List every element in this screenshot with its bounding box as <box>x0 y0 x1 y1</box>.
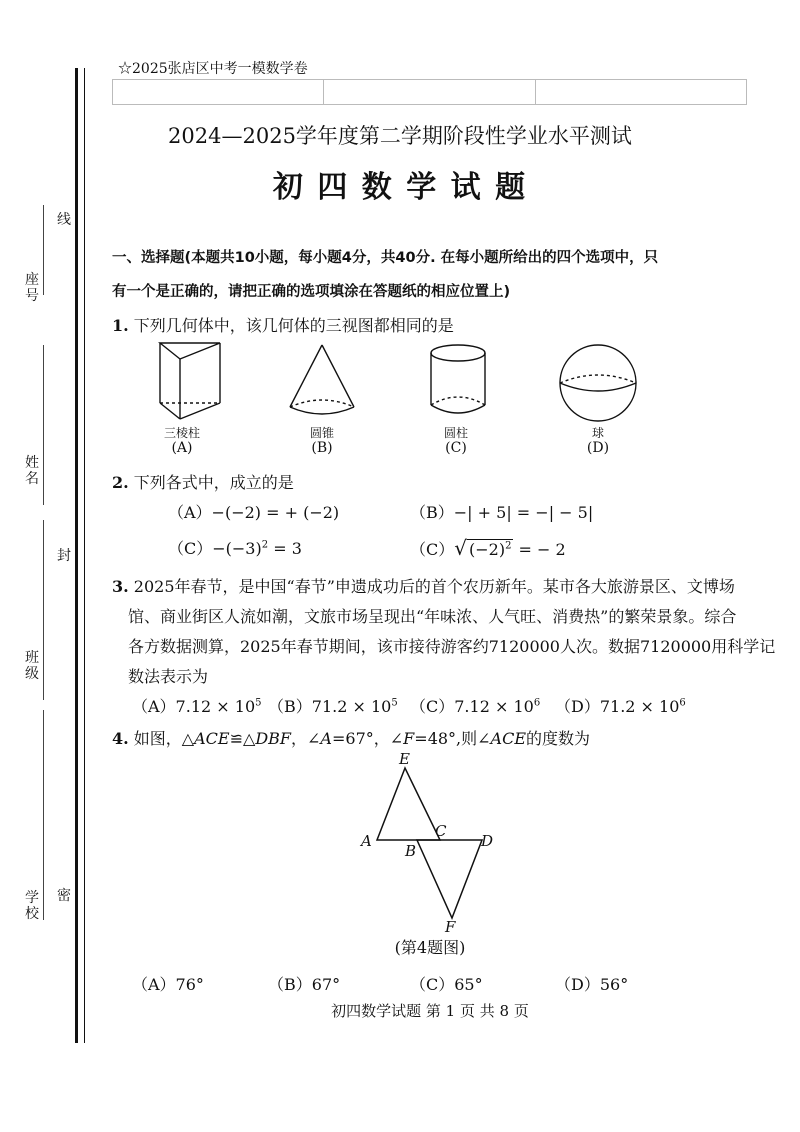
q1-option-d-name: 球 <box>591 426 604 440</box>
cone-figure <box>290 345 354 414</box>
question-3-line2: 馆、商业街区人流如潮，文旅市场呈现出“年味浓、人气旺、消费热”的繁荣景象。综合 <box>128 607 737 626</box>
point-c-label: C <box>435 822 447 840</box>
q1-option-b-letter: (B) <box>311 440 333 456</box>
point-e-label: E <box>399 750 410 768</box>
q1-option-c-name: 圆柱 <box>443 426 468 440</box>
question-3-line3: 各方数据测算，2025年春节期间，该市接待游客约7120000人次。数据7120000用科学记 <box>128 637 776 656</box>
q4-option-d: （D）56° <box>555 975 629 994</box>
question-1: 1. 下列几何体中，该几何体的三视图都相同的是 <box>112 316 454 335</box>
seat-label: 座号 <box>25 272 39 304</box>
q3-option-a: $(A)7.12 \times 10^5$ <box>132 697 262 716</box>
question-2: 2. 下列各式中，成立的是 <box>112 473 294 492</box>
exam-title: 2024—2025学年度第二学期阶段性学业水平测试 <box>168 124 632 148</box>
q4-option-a: （A）76° <box>132 975 204 994</box>
question-3-line1: 3. 2025年春节，是中国“春节”申遗成功后的首个农历新年。某市各大旅游景区、文博场 <box>112 577 735 596</box>
point-f-label: F <box>445 918 456 935</box>
binding-thick-line <box>75 68 78 1043</box>
sphere-figure <box>560 345 636 421</box>
q2-option-b: （B）−| + 5| = −| − 5| <box>410 503 594 522</box>
q3-option-c: $(C)7.12 \times 10^6$ <box>410 697 541 716</box>
sqrt-sign: √ <box>454 536 467 560</box>
q1-option-c-letter: (C) <box>445 440 467 456</box>
q1-figures <box>140 335 660 425</box>
q4-option-b: （B）67° <box>268 975 341 994</box>
question-3-line4: 数法表示为 <box>128 667 209 686</box>
seal-mark: 封 <box>57 548 71 564</box>
school-label: 学校 <box>25 890 39 922</box>
cylinder-figure <box>431 345 485 413</box>
page-footer: 初四数学试题 第 1 页 共 8 页 <box>331 1002 529 1020</box>
q1-option-a-letter: (A) <box>171 440 193 456</box>
seat-underline <box>43 205 44 295</box>
class-label: 班级 <box>25 650 39 682</box>
score-grid <box>112 79 747 105</box>
q3-option-d: $(D)71.2 \times 10^6$ <box>555 697 686 716</box>
q1-option-d-letter: (D) <box>586 440 610 456</box>
point-a-label: A <box>361 832 372 850</box>
exam-subtitle: 初 四 数 学 试 题 <box>272 170 528 205</box>
q3-option-b: $(B)71.2 \times 10^5$ <box>268 697 398 716</box>
exam-tag: ☆2025张店区中考一模数学卷 <box>118 61 308 77</box>
section-intro-line2: 有一个是正确的，请把正确的选项填涂在答题纸的相应位置上) <box>112 284 511 300</box>
triangle-dbf <box>417 840 482 918</box>
name-underline <box>43 345 44 505</box>
class-underline <box>43 520 44 700</box>
question-4: 4. 如图，△ACE≌△DBF，∠A=67°，∠F=48°,则∠ACE的度数为 <box>112 729 591 748</box>
q4-triangle-figure <box>355 750 505 935</box>
binding-thin-line <box>84 68 85 1043</box>
q2-option-c: $(C)-(-3)^2 = 3$ <box>168 539 302 558</box>
point-d-label: D <box>481 832 494 850</box>
name-label: 姓名 <box>25 455 39 487</box>
school-underline <box>43 710 44 920</box>
q4-figure-caption: (第4题图) <box>394 938 466 957</box>
q1-option-a-name: 三棱柱 <box>163 426 200 440</box>
triangular-prism-figure <box>160 343 220 419</box>
triangle-ace <box>377 768 440 840</box>
q2-option-d: （C）√ $(-2)^2$ = − 2 <box>410 536 566 560</box>
q1-option-b-name: 圆锥 <box>309 426 334 440</box>
section-intro-line1: 一、选择题(本题共10小题，每小题4分，共40分. 在每小题所给出的四个选项中，只 <box>112 250 659 266</box>
q4-option-c: （C）65° <box>410 975 483 994</box>
line-mark: 线 <box>57 212 71 228</box>
secret-mark: 密 <box>57 888 71 904</box>
q2-option-a: （A）−(−2) = + (−2) <box>168 503 340 522</box>
point-b-label: B <box>405 842 417 860</box>
